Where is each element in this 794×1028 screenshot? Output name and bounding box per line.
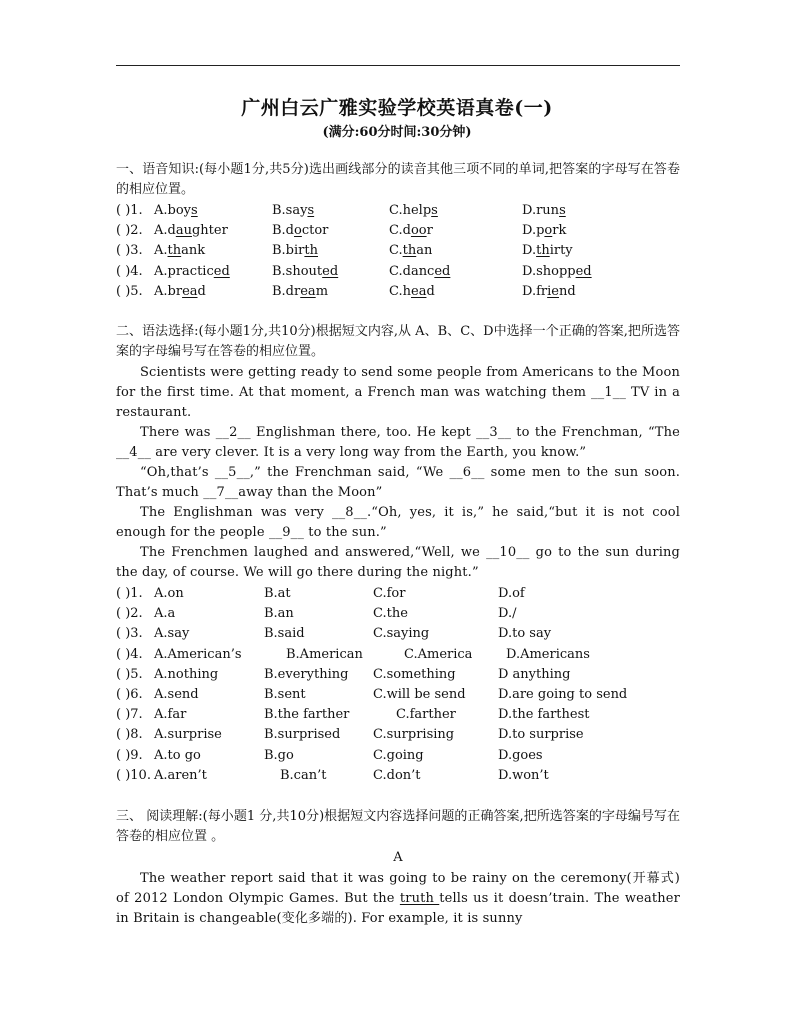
option-b: B.sent	[264, 686, 306, 702]
option-b: B.doctor	[272, 223, 329, 239]
option-a: A.daughter	[154, 223, 228, 239]
option-d: D.are going to send	[498, 686, 628, 702]
option-c: C.saying	[373, 626, 430, 642]
option-c: C.door	[389, 223, 433, 239]
question-number: ( )7.	[116, 707, 143, 723]
option-d: D.friend	[522, 283, 576, 299]
question-number: ( )10.	[116, 767, 151, 783]
option-b: B.shouted	[272, 263, 339, 279]
grammar-question-row	[116, 584, 680, 604]
option-b: B.birth	[272, 243, 318, 259]
passage-paragraph: The Frenchmen laughed and answered,“Well, we __10__ go to the sun during the day, of course. We will go there during the night.”	[116, 545, 680, 580]
section1-heading: 一、语音知识:(每小题1分,共5分)选出画线部分的读音其他三项不同的单词,把答案的字母写在答卷的相应位置。	[116, 162, 680, 197]
option-b: B.everything	[264, 666, 349, 682]
page-title: 广州白云广雅实验学校英语真卷(一)	[241, 97, 553, 119]
option-d: D.the farthest	[498, 707, 590, 723]
option-c: C.going	[373, 747, 424, 763]
option-c: C.farther	[396, 707, 456, 723]
section1-items	[116, 201, 680, 302]
question-number: ( )9.	[116, 747, 143, 763]
option-c: C.than	[389, 243, 433, 259]
section2-heading: 二、语法选择:(每小题1分,共10分)根据短文内容,从 A、B、C、D中选择一个正确的答案,把所选答案的字母编号写在答卷的相应位置。	[116, 324, 680, 359]
option-c: C.for	[373, 586, 406, 601]
question-number: ( )6.	[116, 686, 143, 702]
option-a: A.send	[154, 686, 199, 702]
option-d: D.Americans	[506, 646, 590, 662]
option-b: B.says	[272, 203, 315, 218]
option-d: D.of	[498, 586, 525, 601]
underlined-word: truth	[399, 891, 440, 906]
question-number: ( )4.	[116, 263, 143, 279]
question-number: ( )3.	[116, 626, 143, 642]
option-d: D.to say	[498, 626, 552, 642]
passage-label: A	[393, 850, 403, 865]
option-c: C.something	[373, 666, 456, 682]
grammar-question-row	[116, 624, 680, 644]
section3-passage	[116, 869, 680, 929]
grammar-question-row	[116, 746, 680, 766]
grammar-question-row	[116, 665, 680, 685]
question-number: ( )1.	[116, 203, 143, 218]
option-b: B.at	[264, 586, 291, 601]
passage-paragraph: Scientists were getting ready to send some people from Americans to the Moon for the first time. At that moment, a French man was watching them __1__ TV in a restaurant.	[116, 365, 680, 420]
page-subtitle: (满分:60分时间:30分钟)	[322, 125, 472, 140]
option-c: C.danced	[389, 263, 451, 279]
option-b: B.said	[264, 626, 305, 642]
option-c: C.don’t	[373, 767, 421, 783]
grammar-question-row	[116, 766, 680, 786]
option-a: A.practiced	[154, 263, 230, 279]
phonetics-question-row	[116, 221, 680, 241]
section3-heading: 三、 阅读理解:(每小题1 分,共10分)根据短文内容选择问题的正确答案,把所选答案的字母编号写在答卷的相应位置 。	[116, 809, 680, 844]
option-d: D.to surprise	[498, 727, 584, 743]
grammar-question-row	[116, 725, 680, 745]
option-b: B.American	[286, 646, 363, 662]
section2-passage	[116, 363, 680, 583]
passage-text-after: tells us it doesn’train. The weather in Britain is changeable(变化多端的). For example, it is sunny	[116, 891, 680, 926]
phonetics-question-row	[116, 282, 680, 302]
option-b: B.go	[264, 747, 294, 763]
question-number: ( )3.	[116, 243, 143, 259]
option-d: D./	[498, 606, 517, 622]
option-a: A.say	[154, 626, 190, 642]
grammar-question-row	[116, 685, 680, 705]
option-c: C.the	[373, 606, 408, 622]
option-b: B.dream	[272, 283, 329, 299]
option-a: A.bread	[154, 283, 206, 299]
option-b: B.the farther	[264, 707, 350, 723]
option-a: A.on	[154, 586, 184, 601]
option-a: A.thank	[154, 243, 206, 259]
top-rule	[116, 65, 680, 66]
phonetics-question-row	[116, 241, 680, 261]
grammar-question-row	[116, 604, 680, 624]
option-d: D.won’t	[498, 767, 549, 783]
option-c: C.America	[404, 646, 473, 662]
option-c: C.head	[389, 283, 435, 299]
option-c: C.surprising	[373, 727, 455, 743]
passage-paragraph: The Englishman was very __8__.“Oh, yes, it is,” he said,“but it is not cool enough for the people __9__ to the sun.”	[116, 505, 680, 540]
grammar-question-row	[116, 705, 680, 725]
phonetics-question-row	[116, 262, 680, 282]
option-b: B.an	[264, 606, 294, 622]
question-number: ( )8.	[116, 727, 143, 743]
option-a: A.a	[154, 606, 176, 622]
option-a: A.nothing	[154, 666, 219, 682]
option-a: A.aren’t	[154, 767, 207, 783]
option-a: A.boys	[154, 203, 198, 218]
option-b: B.can’t	[280, 767, 327, 783]
option-a: A.far	[154, 707, 187, 723]
option-d: D.goes	[498, 747, 543, 763]
section2-items	[116, 584, 680, 786]
option-a: A.American’s	[154, 646, 242, 662]
phonetics-question-row	[116, 201, 680, 221]
option-d: D.shopped	[522, 263, 592, 279]
grammar-question-row	[116, 645, 680, 665]
option-c: C.helps	[389, 203, 438, 218]
question-number: ( )5.	[116, 283, 143, 299]
option-a: A.to go	[154, 747, 201, 763]
option-d: D anything	[498, 666, 571, 682]
question-number: ( )4.	[116, 646, 143, 662]
question-number: ( )1.	[116, 586, 143, 601]
question-number: ( )5.	[116, 666, 143, 682]
passage-text-before: The weather report said that it was going to be rainy on the ceremony(开幕式) of 2012 London Olympic Games. But the	[116, 871, 680, 906]
passage-paragraph: “Oh,that’s __5__,” the Frenchman said, “We __6__ some men to the sun soon. That’s much __7__away than the Moon”	[116, 465, 680, 500]
option-b: B.surprised	[264, 727, 341, 743]
option-d: D.pork	[522, 223, 567, 239]
option-d: D.runs	[522, 203, 566, 218]
option-c: C.will be send	[373, 686, 466, 702]
option-a: A.surprise	[154, 727, 222, 743]
question-number: ( )2.	[116, 223, 143, 239]
question-number: ( )2.	[116, 606, 143, 622]
option-d: D.thirty	[522, 243, 573, 259]
passage-paragraph: There was __2__ Englishman there, too. He kept __3__ to the Frenchman, “The __4__ are very clever. It is a very long way from the Earth, you know.”	[116, 425, 680, 460]
